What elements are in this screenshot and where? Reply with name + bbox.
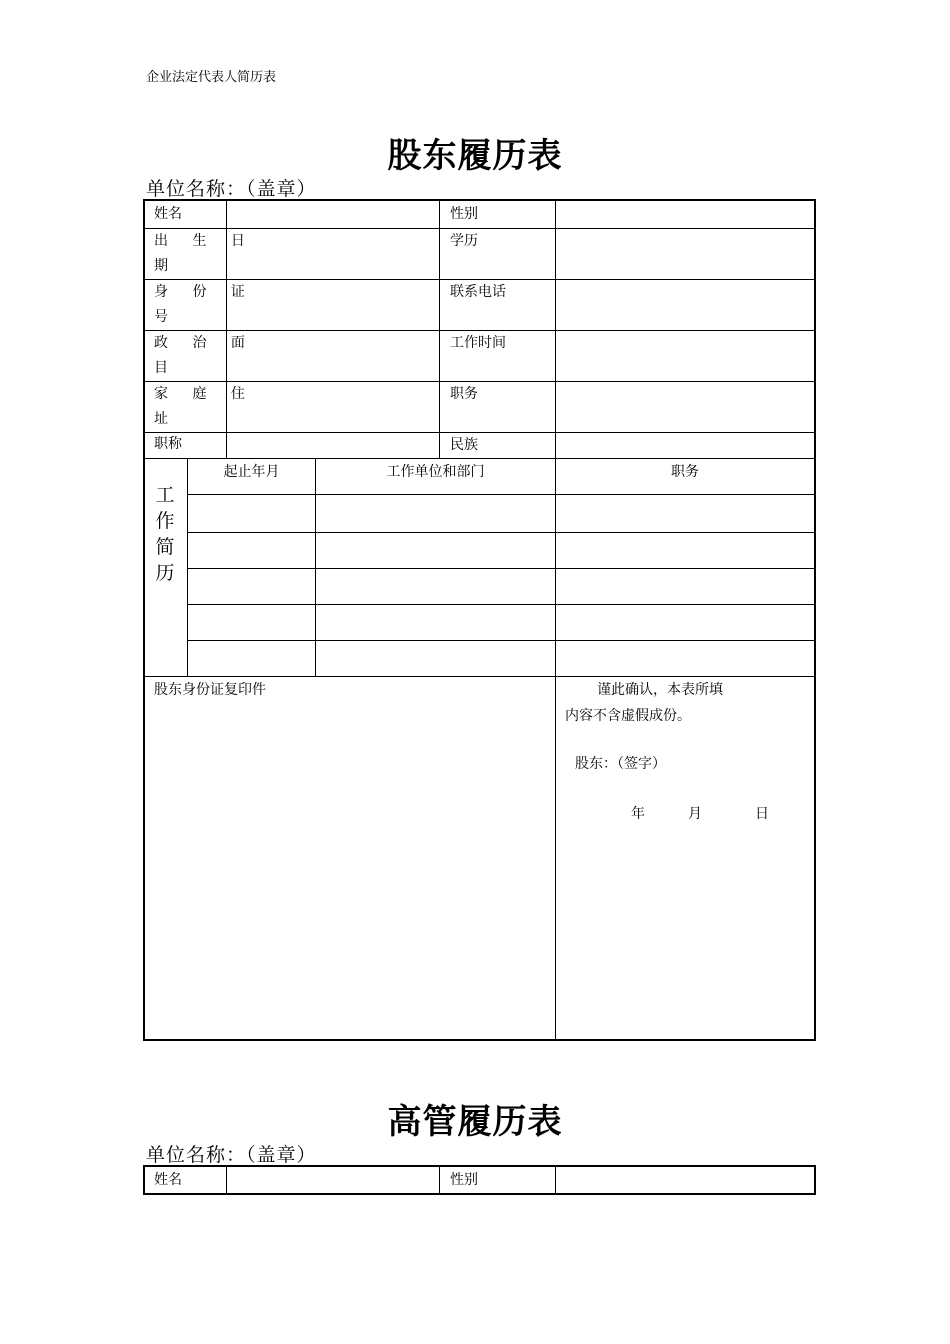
political-status-label: 政 治 面 目 <box>154 335 255 376</box>
exec-name-value[interactable] <box>227 1167 439 1193</box>
political-status-value[interactable] <box>227 331 439 381</box>
shareholder-form-table <box>143 199 816 1041</box>
ethnicity-label: 民族 <box>450 437 478 453</box>
id-copy-label: 股东身份证复印件 <box>154 682 266 698</box>
executive-unit-label: 单位名称：（盖章） <box>146 1144 317 1166</box>
col-position-header: 职务 <box>671 464 699 480</box>
col-employer-header: 工作单位和部门 <box>386 464 485 480</box>
id-number-value[interactable] <box>227 280 439 330</box>
title-rank-label: 职称 <box>154 436 182 452</box>
birth-date-label: 出 生 日 期 <box>154 233 255 274</box>
shareholder-unit-label: 单位名称：（盖章） <box>146 178 317 200</box>
date-month: 月 <box>688 806 702 822</box>
col-period-header: 起止年月 <box>223 464 280 480</box>
name-value[interactable] <box>227 201 439 228</box>
phone-label: 联系电话 <box>450 284 506 300</box>
birth-date-value[interactable] <box>227 229 439 279</box>
id-number-label: 身 份 证 号 <box>154 284 255 325</box>
declaration-line-1: 谨此确认，本表所填 <box>597 682 723 698</box>
gender-value[interactable] <box>556 201 814 228</box>
executive-form-table <box>143 1165 816 1195</box>
page-header: 企业法定代表人简历表 <box>146 70 277 85</box>
work-time-value[interactable] <box>556 331 814 381</box>
position-label: 职务 <box>450 386 478 402</box>
shareholder-form-title: 股东履历表 <box>387 136 563 176</box>
executive-form-title: 高管履历表 <box>387 1102 563 1142</box>
work-history-side-label: 工 作 简 历 <box>155 484 175 584</box>
exec-gender-label: 性别 <box>450 1172 478 1188</box>
address-value[interactable] <box>227 382 439 432</box>
name-label: 姓名 <box>154 206 182 222</box>
position-value[interactable] <box>556 382 814 432</box>
exec-gender-value[interactable] <box>556 1167 814 1193</box>
id-copy-area[interactable] <box>154 678 552 1036</box>
date-year: 年 <box>631 806 645 822</box>
phone-value[interactable] <box>556 280 814 330</box>
education-value[interactable] <box>556 229 814 279</box>
date-day: 日 <box>755 806 769 822</box>
education-label: 学历 <box>450 233 478 249</box>
title-rank-value[interactable] <box>227 433 439 458</box>
declaration-line-2: 内容不含虚假成份。 <box>565 708 691 724</box>
exec-name-label: 姓名 <box>154 1172 182 1188</box>
gender-label: 性别 <box>450 206 478 222</box>
signature-label: 股东：（签字） <box>575 756 666 772</box>
address-label: 家 庭 住 址 <box>154 386 255 427</box>
ethnicity-value[interactable] <box>556 433 814 458</box>
work-time-label: 工作时间 <box>450 335 506 351</box>
